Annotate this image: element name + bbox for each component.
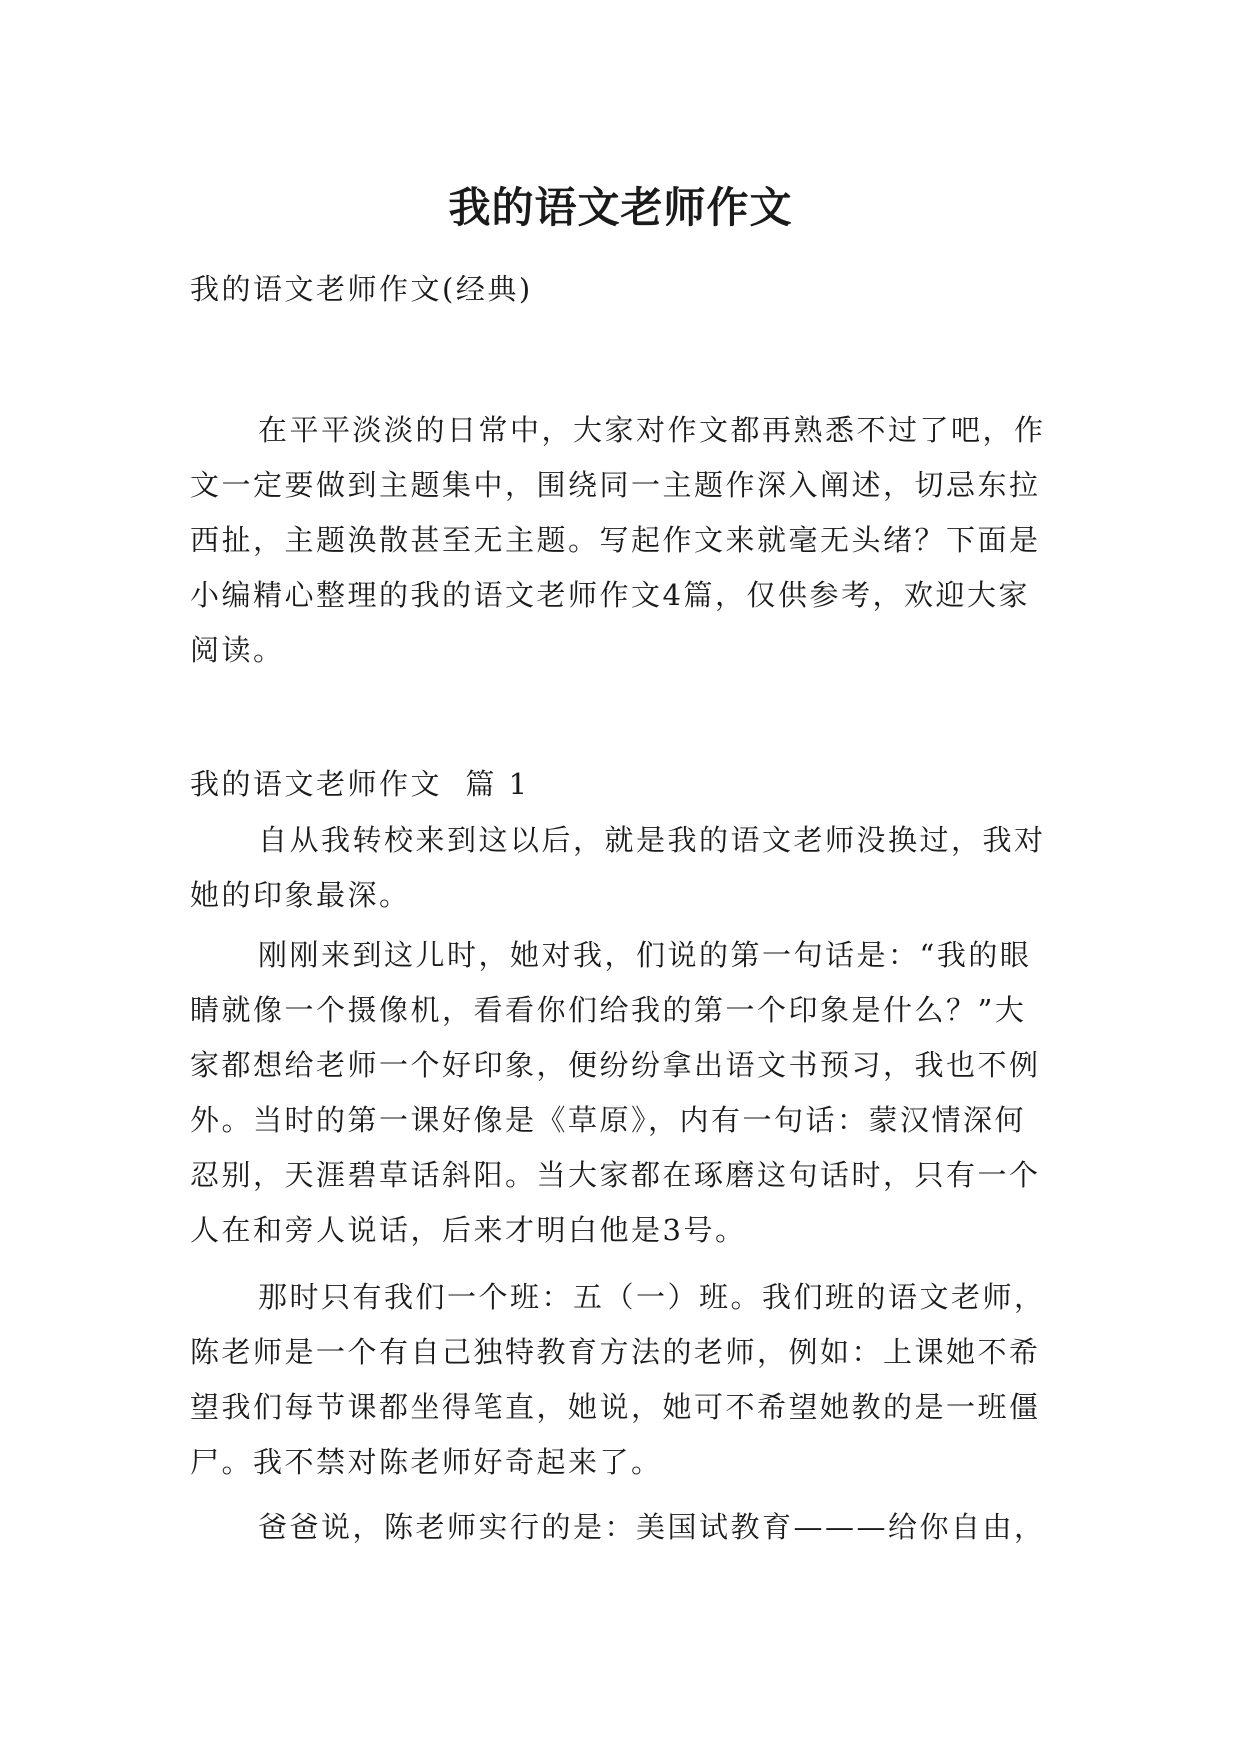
body-paragraph-1: 自从我转校来到这以后，就是我的语文老师没换过，我对她的印象最深。	[190, 823, 1046, 912]
body-paragraph-4: 爸爸说，陈老师实行的是：美国试教育———给你自由，	[258, 1510, 1046, 1544]
intro-paragraph: 在平平淡淡的日常中，大家对作文都再熟悉不过了吧，作文一定要做到主题集中，围绕同一主题作深入阐述，切忌东拉西扯，主题涣散甚至无主题。写起作文来就毫无头绪？下面是小编精心整理的我的语文老师作文4篇，仅供参考，欢迎大家阅读。	[190, 413, 1046, 667]
section-heading: 我的语文老师作文 篇 1	[190, 767, 530, 801]
body-paragraph-2: 刚刚来到这儿时，她对我，们说的第一句话是：“我的眼睛就像一个摄像机，看看你们给我的第一个印象是什么？”大家都想给老师一个好印象，便纷纷拿出语文书预习，我也不例外。当时的第一课好像是《草原》，内有一句话：蒙汉情深何忍别，天涯碧草话斜阳。当大家都在琢磨这句话时，只有一个人在和旁人说话，后来才明白他是3号。	[190, 938, 1041, 1247]
document-subtitle: 我的语文老师作文(经典)	[190, 272, 533, 306]
body-paragraph-3: 那时只有我们一个班：五（一）班。我们班的语文老师，陈老师是一个有自己独特教育方法的老师，例如：上课她不希望我们每节课都坐得笔直，她说，她可不希望她教的是一班僵尸。我不禁对陈老师好奇起来了。	[190, 1280, 1046, 1479]
page-title: 我的语文老师作文	[448, 183, 793, 233]
